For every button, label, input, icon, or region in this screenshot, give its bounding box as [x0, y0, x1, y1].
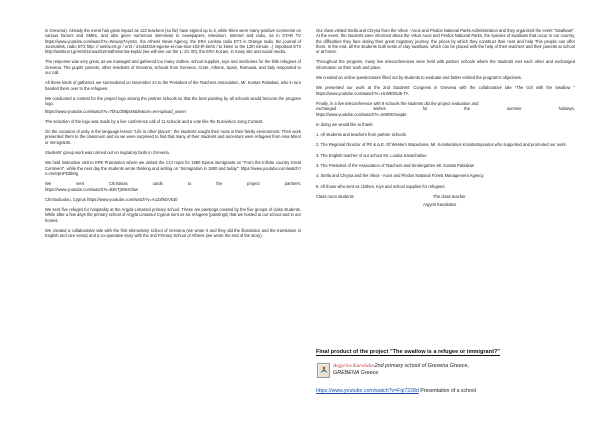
paragraph-swallows-event: Our class visited Stella and Chrysa from the Vikos - Aoos and Pindos National Parks Administration and they organized the event "Swallows". At the event, the students were informed about the Vikos Aoos and Pindos National Parks, the species of swallows that occur in our country, the difficulties they face during their great migratory journey, the prices by which they construct their nest and help This people can offer them. In the end, all the students built nests of clay swallows, which can be placed with the help of their teachers and their parents at school or at home.: [316, 28, 575, 55]
paragraph-impact: in Grevena). Already the event has great impact as 122 teachers (so far) have signed up to it, while there were many positive comments on various factors and SMEs, and also given numerous interviews to newspapers, television, Internet and radio, as in STAR TV https://www.youtube.com/watch?v=Wooep7Ayn8A, the Athens News Agency, the ERA Larissa radio ET3 in Orange radio, the journal of Journalists, radio ET3 http: // webtv.ert.gr / ert3 / 24okt2016-ega-ke-ei-mai-ston-102-th-tiert3 / to listen to the 12th minute ..) important ET3 http://webtv.ert.gr/ert3/11nea2016-kathimerina-kepla/ (we will see our the 1: 23: 00), the ERA Kozani, in many site and social media.: [45, 28, 301, 55]
thanks-item-1: 1. All students and teachers from partner schools.: [316, 132, 407, 138]
signature-teacher-name: Argyris Karalioltos: [423, 202, 457, 208]
thanks-item-3: 3. The English teacher of our school Mr. Loukia Kanachaliou: [316, 152, 427, 158]
school-logo-icon: [317, 363, 330, 378]
paragraph-questionnaire: We created an online questionnaire filled out by students to evaluate and better embed the program's objectives.: [316, 75, 523, 81]
thanks-item-6: 5. All those who sent us clothes, toys and school supplies for refugees.: [316, 183, 446, 189]
paragraph-response: The response was very great, as we managed and gathered too many clothes, school supplies, toys and medicines for the little refugees of Grevena. The pupils' parents, other residents of Grevena, schools from Grevena, Crete, Athens, Spain, Romania, and Italy responded to our call.: [45, 59, 301, 76]
paragraph-logo-selection: The selection of the logo was made by a live conference call of 11 schools and a vote like the Eurovision Song Contest.: [45, 118, 264, 124]
paragraph-teleconferences: Throughout the program, many live teleconferences were held with partner schools where the students met each other and exchanged information on their work and place.: [316, 59, 575, 70]
paragraph-thanks-intro: In doing we would like to thank:: [316, 121, 374, 127]
swallow-icon: [318, 364, 330, 378]
thanks-item-5: 4. Stella and Chrysa and the Vikos - Aoos and Pindos National Forest Management Agency.: [316, 173, 485, 179]
presentation-link-line: [316, 388, 575, 395]
paragraph-congress: We presented our work at the 2nd Students' Congress in Grevena with the collaborative tale "The Girl with the Swallow " https://www.youtube.com/watch?v=HcWED5J5-TA: [316, 85, 575, 96]
thanks-item-4: 3. The President of the Association of Teachers and Kindergarten Mr. Kostas Palaskas: [316, 163, 474, 169]
paragraph-christodoulou: Christodoulou, Cyprus https://www.youtube.com/watch?v=Au2xfMzVk30: [45, 196, 178, 202]
signature-students: Class room students: [316, 193, 354, 199]
link-evaluation-video[interactable]: https://www.youtube.com/watch?v=mWDESwqde: [316, 111, 407, 117]
presentation-link[interactable]: https://www.youtube.com/watch?v=Fqi7228d: [316, 388, 419, 394]
school-country: GREBENA Greece: [333, 370, 379, 377]
paragraph-collaborative-tale: We created a collaborative tale with the first elementary school of Grevena (we wrote it and they did the illustration and the translation in English and vice versa) and a co-operative story with the 2nd Primary School of Athens (we wrote the end of the story).: [45, 228, 301, 239]
school-name: 2nd primary school of Grevena Greece,: [374, 363, 469, 369]
link-logo-video[interactable]: https://www.youtube.com/watch?v=7bhLO8Bjs46&feature=em-upload_owner: [45, 108, 187, 114]
paragraph-evaluation: Finally, in a live teleconference with 8 schools the students did the project evaluation and exchanged wishes for the summer holidays. https://www.youtube.com/watch?v=mWDESwqde: [316, 100, 575, 117]
presentation-caption: Presentation of a school: [418, 388, 476, 394]
paragraph-logo-contest: We conducted a contest for the project logo among the partner schools so that the best painting by all schools would become the program logo.: [45, 95, 301, 107]
paragraph-migratory-birds: Students' group work was carried out on migratory birds in Grevena.: [45, 150, 170, 156]
paragraph-refugee-paintings: We sent five refuges for hospitality at the Argyla Limassol primary school. These are paintings created by the five groups of class students. While after a few days the primary school of Argyla Limassol Cyprus sent us six refugees (paintings) that we hosted at our school and in our homes.: [45, 207, 301, 223]
paragraph-christmas-cards: We sent Christmas cards to the project partners: https://www.youtube.com/watch?v=82KTjSNHObw: [45, 181, 301, 192]
paragraph-surrender: All these kinds of gathered, we surrendered on November 24 to the President of the Teachers Association, Mr. Kostas Palaskas, who in turn handed them over to the refugees.: [45, 80, 301, 91]
link-christmas-video[interactable]: https://www.youtube.com/watch?v=82KTjSNHObw: [45, 186, 138, 192]
thanks-item-2: 2. The Regional Director of PE & Δ.E. Of Western Macedonia, Mr. Konstantinos Konstantopoulos who supported and promoted our work.: [316, 142, 567, 148]
left-column: [45, 28, 301, 244]
final-product-heading: Final product of the project "The swallow is a refugee or immigrant?": [316, 349, 501, 355]
right-column: [316, 28, 575, 208]
author-name: Argyrios Karalidos: [333, 363, 375, 369]
signature-block: [316, 194, 575, 208]
paragraph-life-other-places: On the occasion of unity in the language lesson "Life in other places", the students sought their roots in their family environment. Their work presented them to the classroom and so we were surprised to find that many of their students and ancestors were refugees from Asia Minor or immigrants.: [45, 129, 301, 145]
paragraph-kpe-visit: We held instructive visit to KPE Pramanton where we visited the CCI repot for 1980 Epirus immigrants on "From the Infinite country Great Continent", while the next day the students wrote thinking and writing on "Immigration in 1900 and today": https://www.youtube.com/watch?v=HxOpHPDbb0g: [45, 160, 301, 176]
signature-teacher-label: The class teacher: [433, 193, 466, 199]
author-credit: [333, 363, 573, 378]
